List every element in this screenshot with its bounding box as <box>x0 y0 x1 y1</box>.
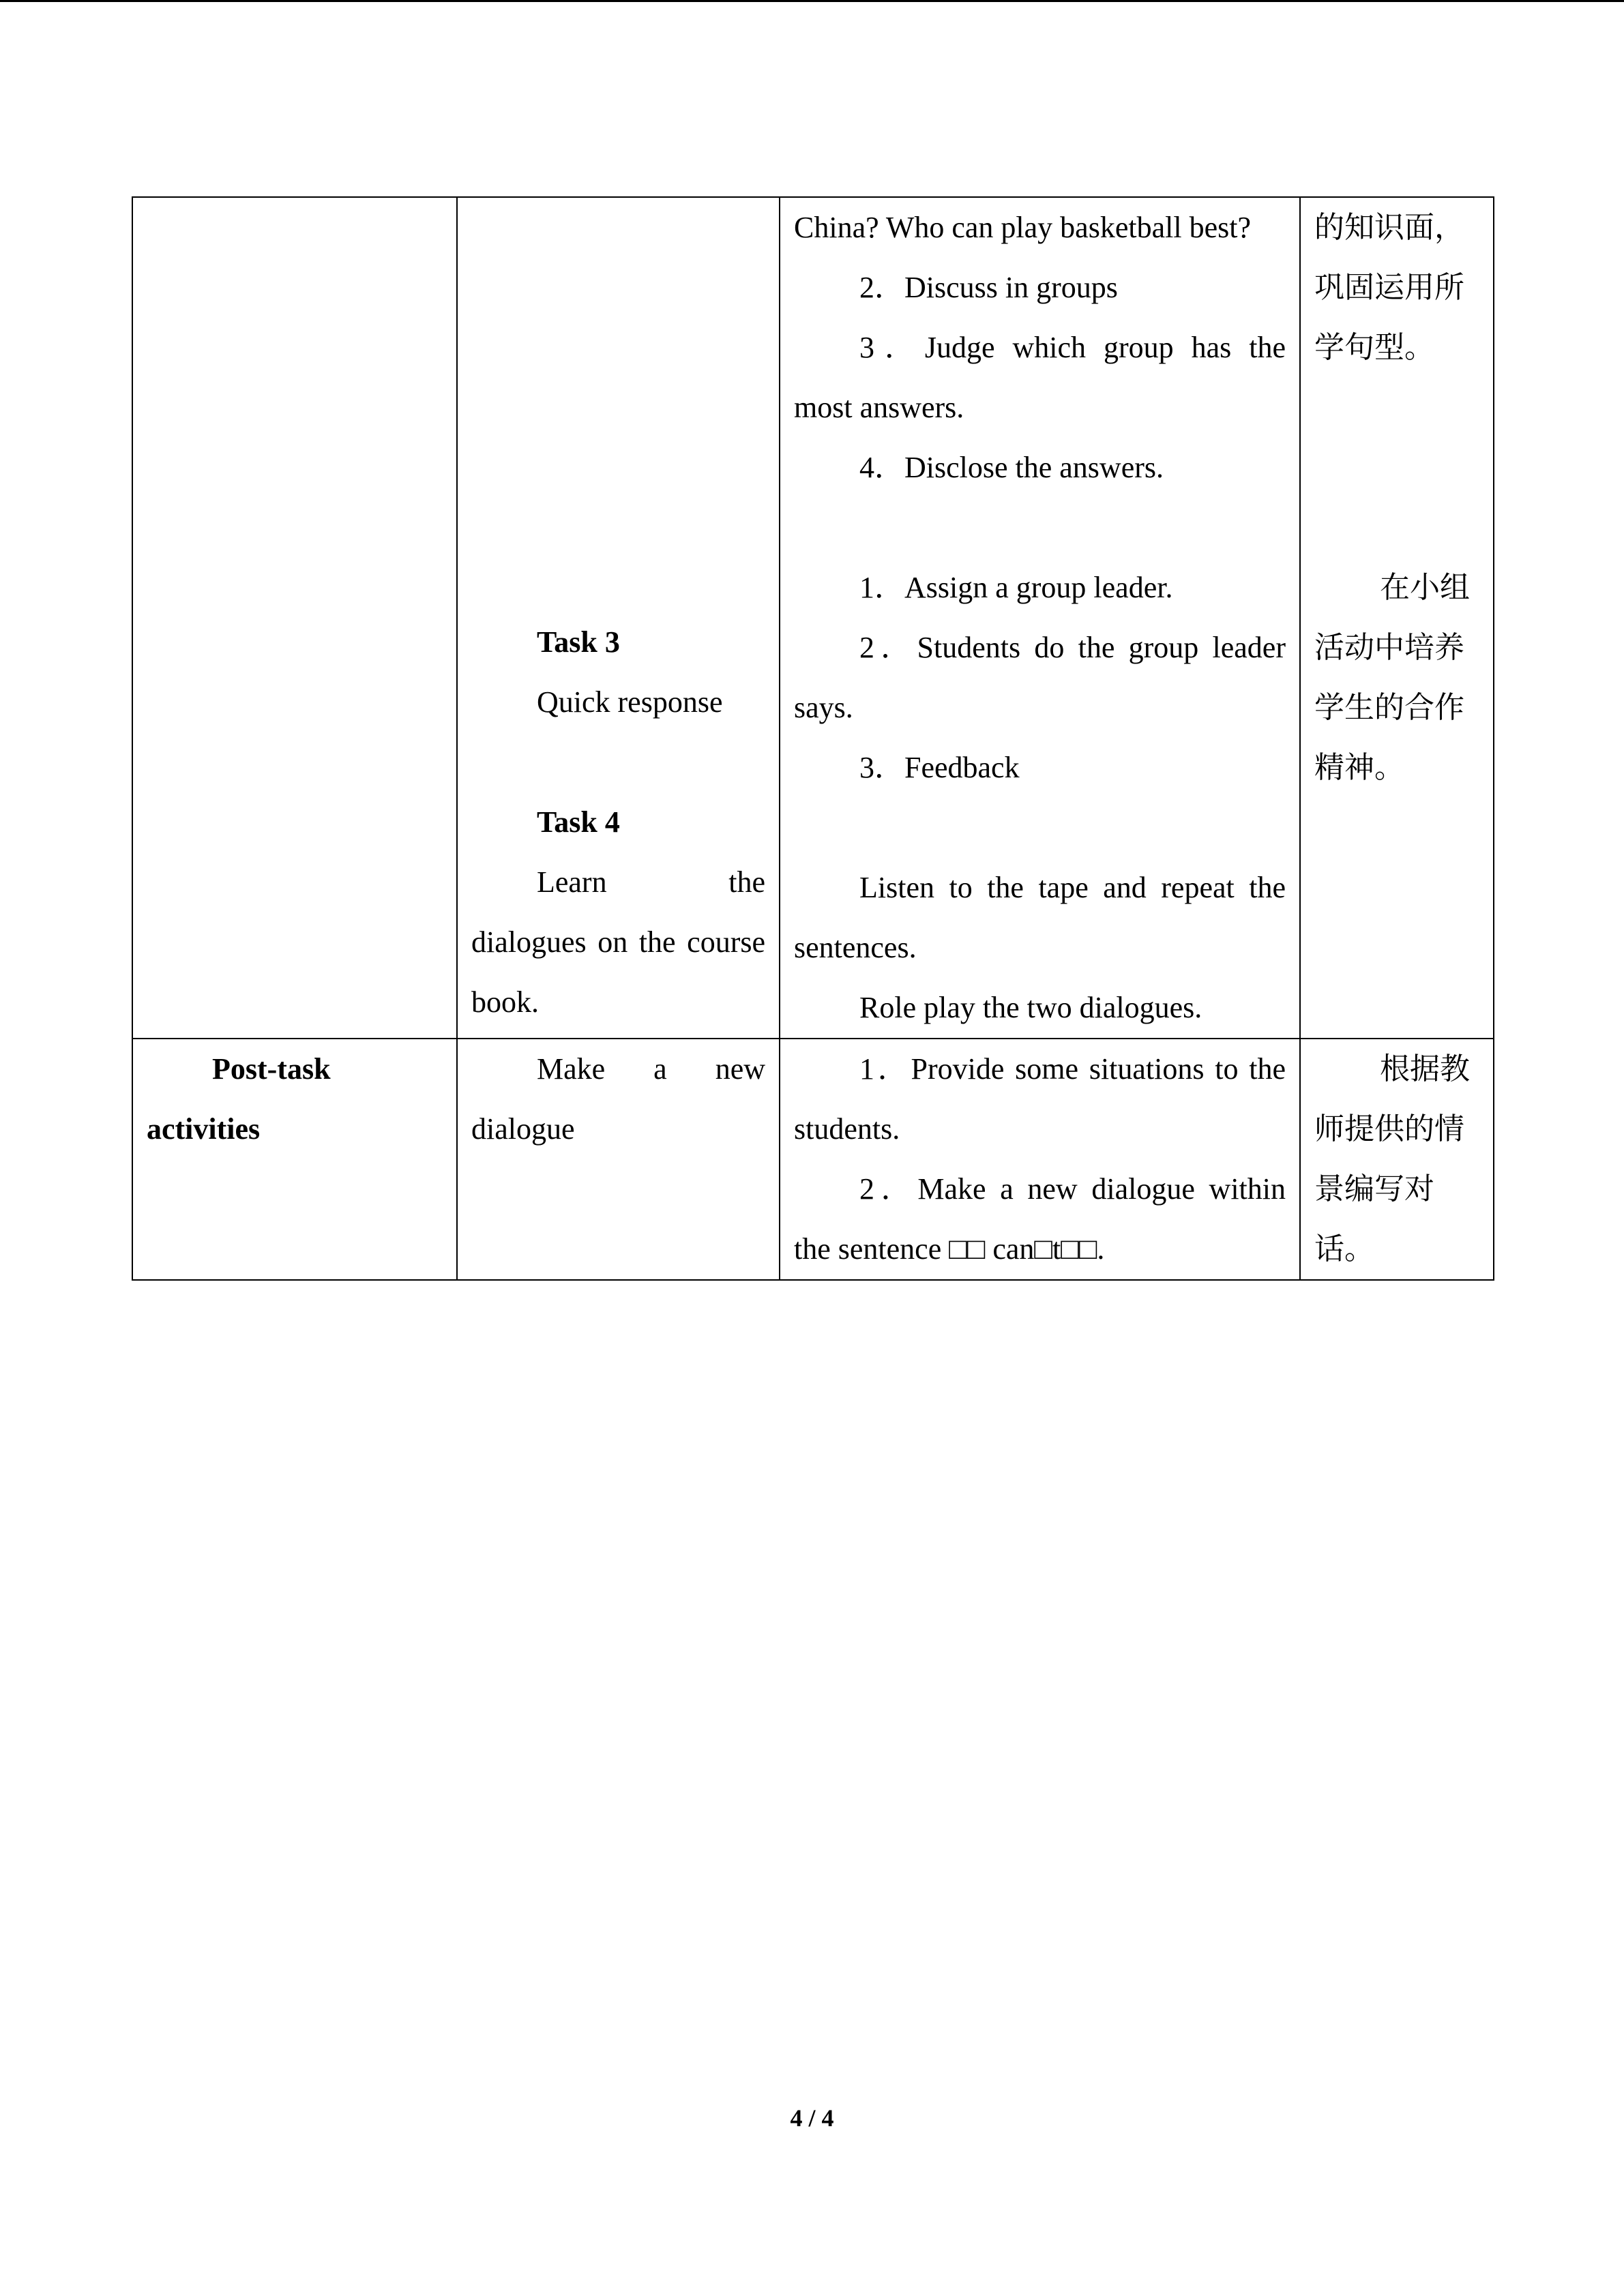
stage-cell <box>132 197 457 1039</box>
cell-blank-line <box>1314 438 1479 498</box>
activity-text: Make a new dialogue <box>471 1052 765 1146</box>
procedure-step-2: 2．Make a new dialogue within the sentence □□ can□t□□. <box>794 1172 1286 1266</box>
stage-cell <box>132 1039 457 1280</box>
purpose-text-1: 的知识面，巩固运用所学句型。 <box>1314 210 1464 365</box>
activity-cell <box>457 197 780 1039</box>
task4-step-2: Role play the two dialogues. <box>859 991 1202 1024</box>
procedure-cell <box>780 1039 1300 1280</box>
cell-blank-line <box>1314 378 1479 438</box>
purpose-cell <box>1300 197 1494 1039</box>
procedure-step-4: 4．Disclose the answers. <box>859 451 1164 484</box>
task3-step-1: 1．Assign a group leader. <box>859 571 1173 604</box>
purpose-text-2: 在小组活动中培养学生的合作精神。 <box>1314 570 1470 785</box>
page-number: 4 / 4 <box>790 2104 834 2132</box>
stage-text: Post-task activities <box>147 1052 331 1146</box>
procedure-step-2: 2．Discuss in groups <box>859 271 1118 304</box>
purpose-cell <box>1300 1039 1494 1280</box>
procedure-line: China? Who can play basketball best? <box>794 211 1251 244</box>
top-border-line <box>0 0 1624 2</box>
task3-step-3: 3．Feedback <box>859 751 1020 784</box>
task3-step-2: 2．Students do the group leader says. <box>794 631 1286 724</box>
cell-blank-line <box>794 498 1286 558</box>
cell-blank-line <box>471 732 765 792</box>
activity-cell <box>457 1039 780 1280</box>
task4-step-1: Listen to the tape and repeat the sentences. <box>794 871 1286 964</box>
task4-desc: Learn the dialogues on the course book. <box>471 865 765 1019</box>
task4-title: Task 4 <box>537 805 620 839</box>
lesson-plan-table <box>132 196 1494 1281</box>
cell-blank-line <box>794 798 1286 858</box>
purpose-text: 根据教师提供的情景编写对话。 <box>1314 1052 1470 1266</box>
procedure-step-1: 1．Provide some situations to the students. <box>794 1052 1286 1146</box>
task3-title: Task 3 <box>537 625 620 659</box>
procedure-cell <box>780 197 1300 1039</box>
procedure-step-3: 3．Judge which group has the most answers. <box>794 331 1286 424</box>
task3-name: Quick response <box>537 685 723 719</box>
cell-blank-line <box>1314 498 1479 558</box>
table-row <box>132 1039 1494 1280</box>
cell-spacer <box>471 198 765 612</box>
table-row <box>132 197 1494 1039</box>
